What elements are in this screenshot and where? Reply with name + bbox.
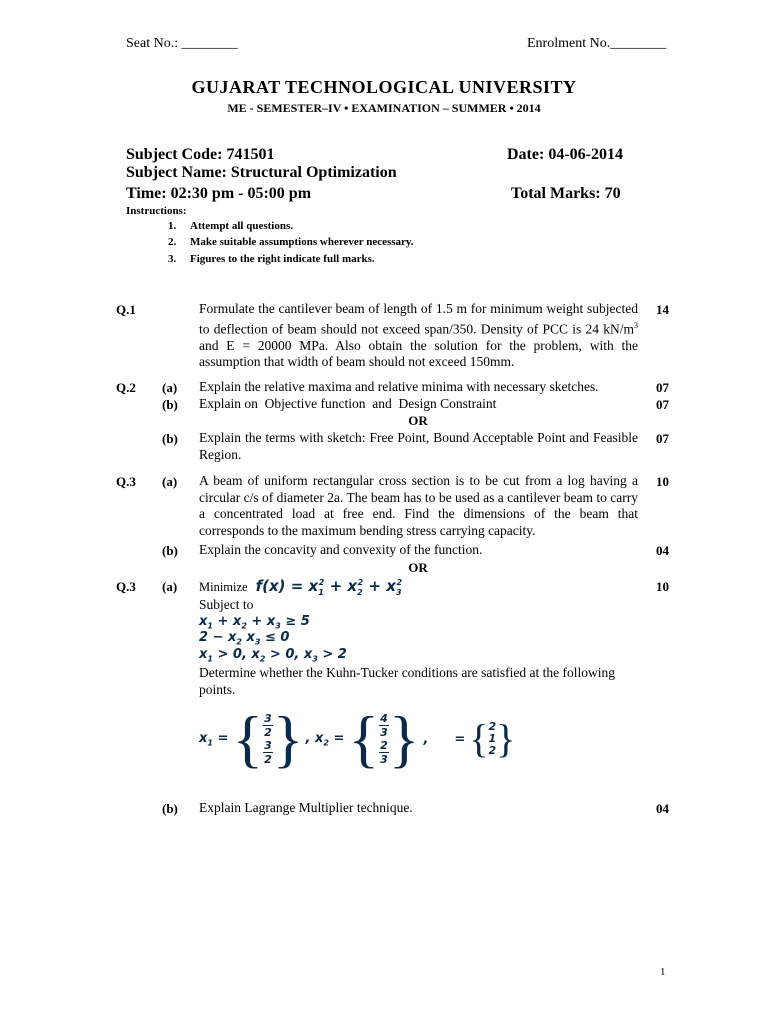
constraint-3: $x_1 > 0$, $x_2 > 0$, $x_3 > 2$ [199,647,347,664]
question-marks: 04 [656,543,669,558]
constraint-2: $2 - x_2$ $x_3 \le 0$ [199,630,290,647]
exam-time: Time: 02:30 pm - 05:00 pm [126,185,312,202]
or-separator: OR [408,560,428,575]
subject-name: Subject Name: Structural Optimization [126,164,397,181]
question-text: Explain the terms with sketch: Free Point, Bound Acceptable Point and Feasible Region. [199,430,638,462]
exam-title: ME - SEMESTER–IV • EXAMINATION – SUMMER • 2014 [227,101,541,115]
instruction-item: 1. Attempt all questions. [168,220,293,232]
question-text: Explain Lagrange Multiplier technique. [199,800,413,815]
question-text: Formulate the cantilever beam of length of 1.5 m for minimum weight subjected to deflection of beam should not exceed span/350. Density of PCC is 24 $kN/m^3$ and E = 20000 MPa. Also obtain the solution for the problem, with the assumption that width of beam should not exceed 150mm. [199,301,638,369]
question-marks: 10 [656,474,669,489]
question-number: Q.2 [116,380,136,395]
question-marks: 04 [656,801,669,816]
instructions-heading: Instructions: [126,205,187,217]
exam-date: Date: 04-06-2014 [507,146,623,163]
sub-question-label: (b) [162,543,178,558]
instruction-item: 3. Figures to the right indicate full marks. [168,253,375,265]
subject-code: Subject Code: 741501 [126,146,275,163]
question-marks: 07 [656,431,669,446]
sub-question-label: (b) [162,801,178,816]
question-text: Determine whether the Kuhn-Tucker conditions are satisfied at the following points. [199,665,616,697]
enrolment-number: Enrolment No.________ [527,36,667,51]
subject-to-label: Subject to [199,597,254,612]
question-marks: 07 [656,397,669,412]
objective-equation: $f(x) = x_1^2 + x_2^2 + x_3^2$ [255,577,403,597]
university-title: GUJARAT TECHNOLOGICAL UNIVERSITY [191,77,577,97]
or-separator: OR [408,413,428,428]
question-marks: 14 [656,302,669,317]
sub-question-label: (a) [162,579,178,594]
vector-x3: { 2 1 2 } [469,716,516,761]
question-text: A beam of uniform rectangular cross section is to be cut from a log having a circular c/s of diameter 2a. The beam has to be used as a cantilever beam to carry a concentrated load at free end. Find the dimensions of the beam that corresponds to the maximum bending stress carrying capacity. [199,473,638,538]
instruction-item: 2. Make suitable assumptions wherever necessary. [168,236,414,248]
sub-question-label: (b) [162,397,178,412]
question-marks: 10 [656,579,669,594]
question-number: Q.3 [116,579,136,594]
question-marks: 07 [656,380,669,395]
vector-x2: { $\frac{4}{3}$ $\frac{2}{3}$ } [348,703,420,774]
question-text: Explain the concavity and convexity of the function. [199,542,483,557]
vector-x1: { $\frac{3}{2}$ $\frac{3}{2}$ } [232,703,304,774]
total-marks: Total Marks: 70 [511,185,621,202]
sub-question-label: (a) [162,474,178,489]
objective-function: Minimize $f(x) = x_1^2 + x_2^2 + x_3^2$ [199,577,403,597]
sub-question-label: (b) [162,431,178,446]
question-text: Explain the relative maxima and relative minima with necessary sketches. [199,379,599,394]
question-number: Q.3 [116,474,136,489]
constraint-1: $x_1 + x_2 + x_3 \ge 5$ [199,614,310,631]
kuhn-tucker-points: $x_1$ = { $\frac{3}{2}$ $\frac{3}{2}$ } , $x_2$ = { $\frac{4}{3}$ $\frac{2}{3}$ } , = { 2 1 2 } [199,703,516,774]
seat-number: Seat No.: ________ [126,36,238,51]
sub-question-label: (a) [162,380,178,395]
question-number: Q.1 [116,302,136,317]
question-text: Explain on Objective function and Design Constraint [199,396,497,411]
page-number: 1 [660,966,666,978]
